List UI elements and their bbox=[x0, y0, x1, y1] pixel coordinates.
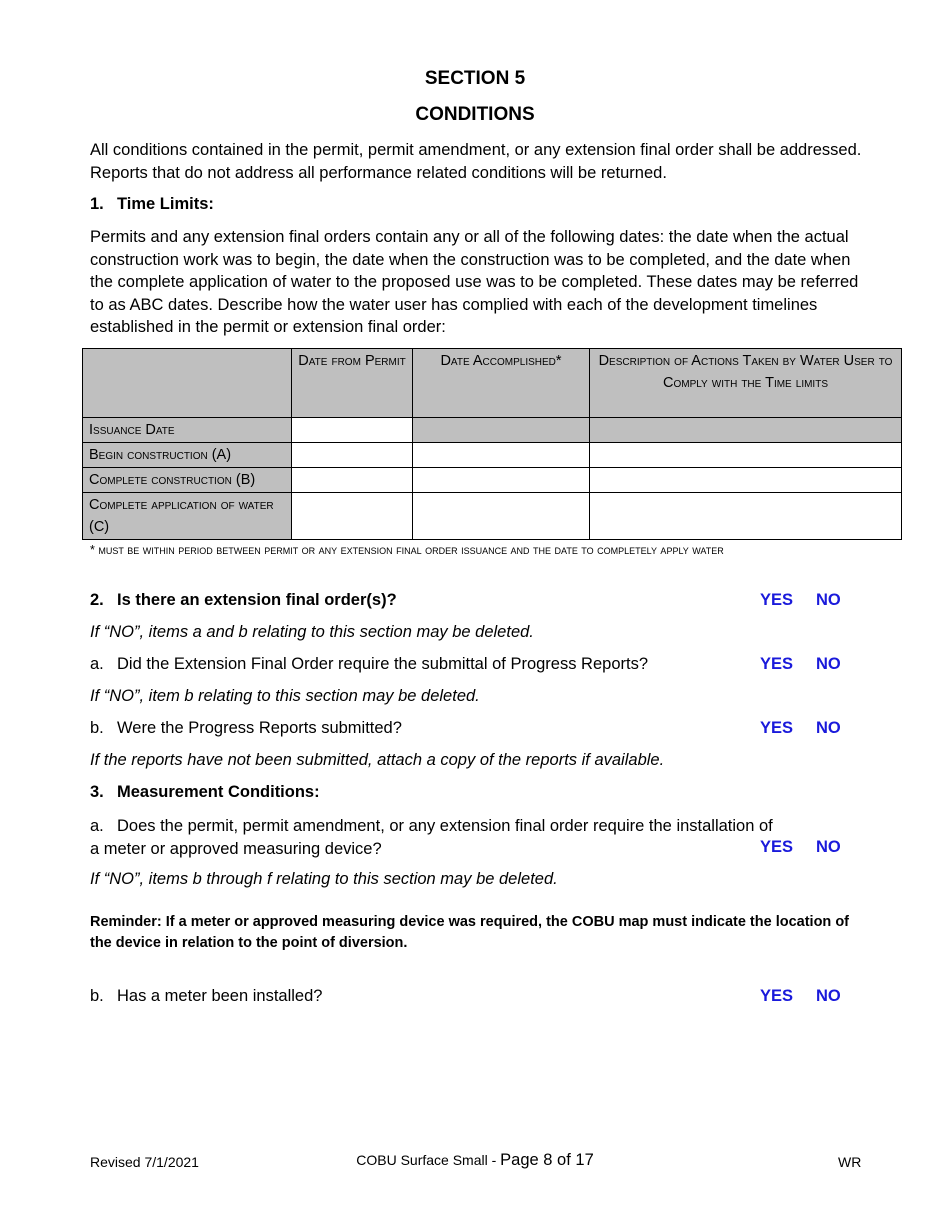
header-description: Description of Actions Taken by Water User to Comply with the Time limits bbox=[590, 349, 902, 418]
extension-no-option[interactable]: NO bbox=[816, 591, 841, 609]
row-label: Issuance Date bbox=[83, 418, 292, 443]
footer-page-number: Page 8 of 17 bbox=[500, 1151, 594, 1169]
description-cell[interactable] bbox=[590, 443, 902, 468]
heading-number: 3. bbox=[90, 783, 104, 801]
table-row bbox=[83, 493, 902, 540]
header-date-accomplished: Date Accomplished* bbox=[413, 349, 590, 418]
header-date-from-permit: Date from Permit bbox=[292, 349, 413, 418]
table-row bbox=[83, 468, 902, 493]
footer-revised-date: Revised 7/1/2021 bbox=[90, 1154, 199, 1170]
meter-required-no-option[interactable]: NO bbox=[816, 838, 841, 856]
date-from-permit-cell[interactable] bbox=[292, 468, 413, 493]
table-footnote: * must be within period between permit or any extension final order issuance and the date to completely apply water bbox=[90, 543, 724, 557]
intro-paragraph: All conditions contained in the permit, permit amendment, or any extension final order shall be addressed. Reports that do not address all performance related conditions will be returned. bbox=[90, 141, 862, 182]
item-text: Does the permit, permit amendment, or any extension final order require the installation of bbox=[117, 817, 773, 835]
progress-required-note: If “NO”, item b relating to this section may be deleted. bbox=[90, 687, 480, 705]
extension-question bbox=[90, 591, 397, 610]
item-letter: a. bbox=[90, 817, 104, 835]
progress-required-no-option[interactable]: NO bbox=[816, 655, 841, 673]
table-header-row bbox=[83, 349, 902, 418]
measurement-heading bbox=[90, 783, 320, 802]
date-from-permit-cell[interactable] bbox=[292, 443, 413, 468]
row-label: Begin construction (A) bbox=[83, 443, 292, 468]
meter-installed-question bbox=[90, 987, 322, 1006]
footer-page-info bbox=[0, 1151, 950, 1170]
date-from-permit-cell[interactable] bbox=[292, 493, 413, 540]
footer-form-name: COBU Surface Small - bbox=[356, 1152, 501, 1168]
item-text: Has a meter been installed? bbox=[117, 987, 323, 1005]
heading-text: Time Limits: bbox=[117, 195, 214, 213]
header-cell-blank bbox=[83, 349, 292, 418]
date-accomplished-cell[interactable] bbox=[413, 493, 590, 540]
table-row bbox=[83, 418, 902, 443]
heading-number: 1. bbox=[90, 195, 104, 213]
reports-submitted-note: If the reports have not been submitted, attach a copy of the reports if available. bbox=[90, 751, 665, 769]
row-label: Complete application of water (C) bbox=[83, 493, 292, 540]
progress-required-yes-option[interactable]: YES bbox=[760, 655, 794, 673]
question-number: 2. bbox=[90, 591, 104, 609]
time-limits-table bbox=[82, 348, 902, 540]
description-cell[interactable] bbox=[590, 493, 902, 540]
date-accomplished-cell[interactable] bbox=[413, 443, 590, 468]
description-cell[interactable] bbox=[590, 468, 902, 493]
footer-code: WR bbox=[838, 1154, 862, 1170]
question-line-2: a meter or approved measuring device? bbox=[90, 840, 382, 858]
date-from-permit-cell[interactable] bbox=[292, 418, 413, 443]
heading-text: Measurement Conditions: bbox=[117, 783, 320, 801]
meter-required-note: If “NO”, items b through f relating to this section may be deleted. bbox=[90, 870, 558, 888]
meter-installed-no-option[interactable]: NO bbox=[816, 987, 841, 1005]
row-label: Complete construction (B) bbox=[83, 468, 292, 493]
item-text: Did the Extension Final Order require the submittal of Progress Reports? bbox=[117, 655, 648, 673]
item-text: Were the Progress Reports submitted? bbox=[117, 719, 402, 737]
section-title: SECTION 5 bbox=[424, 68, 526, 89]
reminder-text: Reminder: If a meter or approved measuring device was required, the COBU map must indicate the location of the device in relation to the point of diversion. bbox=[90, 914, 850, 951]
item-letter: a. bbox=[90, 655, 104, 673]
extension-note: If “NO”, items a and b relating to this section may be deleted. bbox=[90, 623, 534, 641]
table-row bbox=[83, 443, 902, 468]
section-subtitle: CONDITIONS bbox=[415, 104, 535, 125]
progress-reports-required-question bbox=[90, 655, 648, 674]
time-limits-heading bbox=[90, 195, 214, 214]
meter-installed-yes-option[interactable]: YES bbox=[760, 987, 794, 1005]
reports-submitted-no-option[interactable]: NO bbox=[816, 719, 841, 737]
question-text: Is there an extension final order(s)? bbox=[117, 591, 397, 609]
reports-submitted-yes-option[interactable]: YES bbox=[760, 719, 794, 737]
date-accomplished-cell[interactable] bbox=[413, 468, 590, 493]
description-cell bbox=[590, 418, 902, 443]
extension-yes-option[interactable]: YES bbox=[760, 591, 794, 609]
time-limits-description: Permits and any extension final orders contain any or all of the following dates: the date when the actual construction work was to begin, the date when the construction was to be completed, and the date when the complete application of water to the proposed use was to be completed. These dates may be referred to as ABC dates. Describe how the water user has complied with each of the development timelines established in the permit or extension final order: bbox=[90, 228, 859, 336]
meter-required-question bbox=[90, 815, 773, 861]
meter-required-yes-option[interactable]: YES bbox=[760, 838, 794, 856]
item-letter: b. bbox=[90, 719, 104, 737]
date-accomplished-cell bbox=[413, 418, 590, 443]
question-line-1 bbox=[90, 815, 773, 838]
progress-reports-submitted-question bbox=[90, 719, 402, 738]
item-letter: b. bbox=[90, 987, 104, 1005]
